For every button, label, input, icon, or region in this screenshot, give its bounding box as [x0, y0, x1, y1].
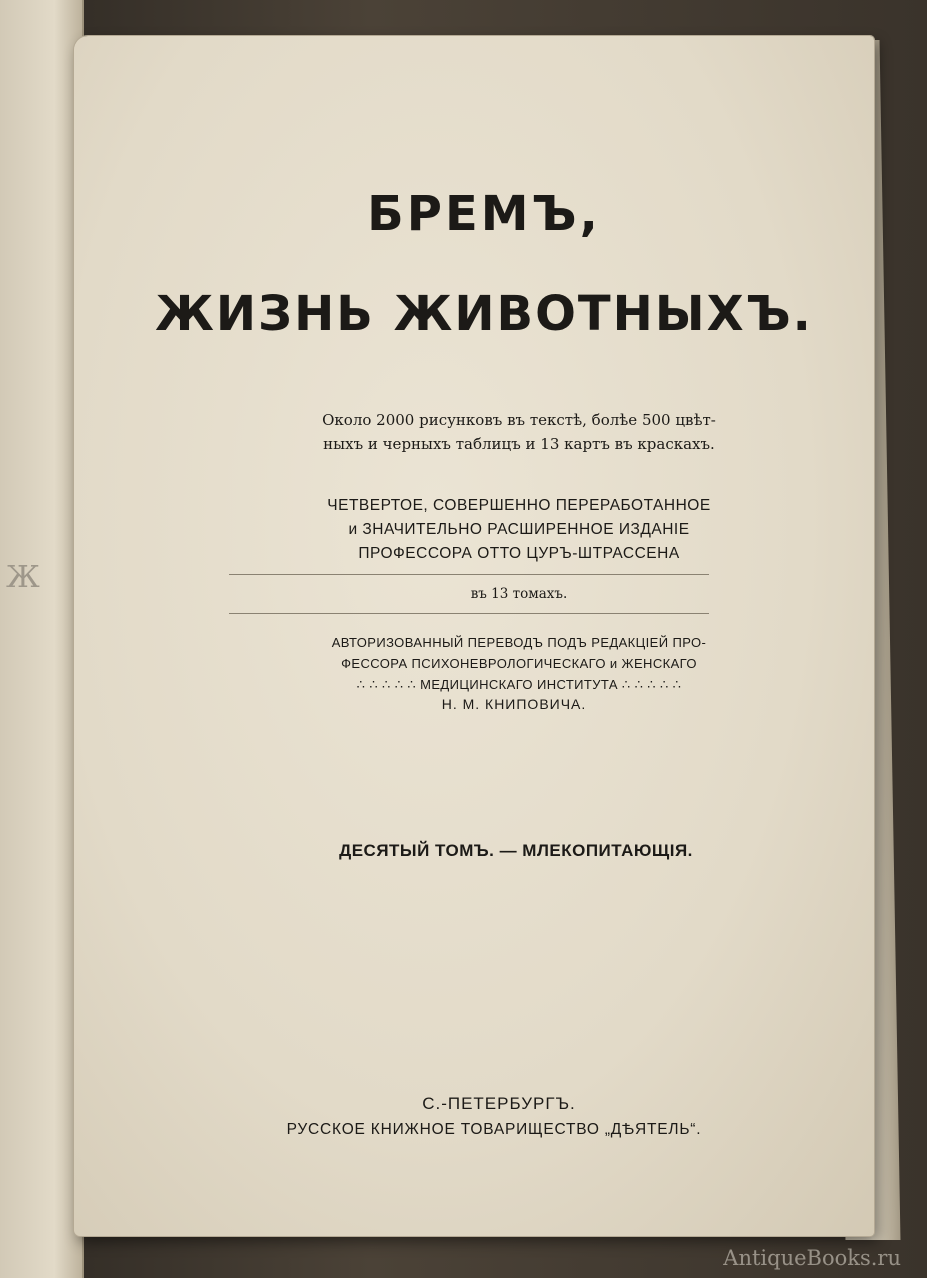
- edition-line-3: ПРОФЕССОРА ОТТО ЦУРЪ-ШТРАССЕНА: [358, 545, 680, 562]
- translation-statement: [119, 632, 919, 695]
- editor-name: Н. М. КНИПОВИЧА.: [441, 696, 587, 712]
- title-page: [74, 36, 874, 1236]
- left-page: [0, 0, 84, 1278]
- imprint-publisher: РУССКОЕ КНИЖНОЕ ТОВАРИЩЕСТВО „ДѢЯТЕЛЬ“.: [286, 1121, 702, 1138]
- edition-statement: [119, 494, 919, 566]
- imprint-city: С.-ПЕТЕРБУРГЪ.: [422, 1094, 576, 1113]
- divider-bottom: [229, 613, 709, 614]
- illustration-description: [119, 408, 919, 456]
- description-line-2: ныхъ и черныхъ таблицъ и 13 картъ въ краскахъ.: [323, 435, 715, 453]
- watermark: AntiqueBooks.ru: [723, 1246, 901, 1270]
- divider-top: [229, 574, 709, 575]
- volume-title: ДЕСЯТЫЙ ТОМЪ. — МЛЕКОПИТАЮЩІЯ.: [339, 841, 693, 860]
- translation-line-1: АВТОРИЗОВАННЫЙ ПЕРЕВОДЪ ПОДЪ РЕДАКЦІЕЙ ПРО-: [331, 635, 707, 650]
- book-title: ЖИЗНЬ ЖИВОТНЫХЪ.: [155, 286, 813, 342]
- volumes-count: въ 13 томахъ.: [470, 586, 568, 602]
- translation-line-2: ФЕССОРА ПСИХОНЕВРОЛОГИЧЕСКАГО и ЖЕНСКАГО: [341, 656, 697, 671]
- translation-line-3: ∴ ∴ ∴ ∴ ∴ МЕДИЦИНСКАГО ИНСТИТУТА ∴ ∴ ∴ ∴ ∴: [356, 677, 682, 692]
- edition-line-1: ЧЕТВЕРТОЕ, СОВЕРШЕННО ПЕРЕРАБОТАННОЕ: [327, 497, 711, 514]
- left-page-fragment: Ж: [4, 560, 40, 595]
- book-title-author: БРЕМЪ,: [367, 186, 601, 242]
- description-line-1: Около 2000 рисунковъ въ текстѣ, болѣе 500 цвѣт-: [322, 411, 716, 429]
- edition-line-2: и ЗНАЧИТЕЛЬНО РАСШИРЕННОЕ ИЗДАНІЕ: [348, 521, 690, 538]
